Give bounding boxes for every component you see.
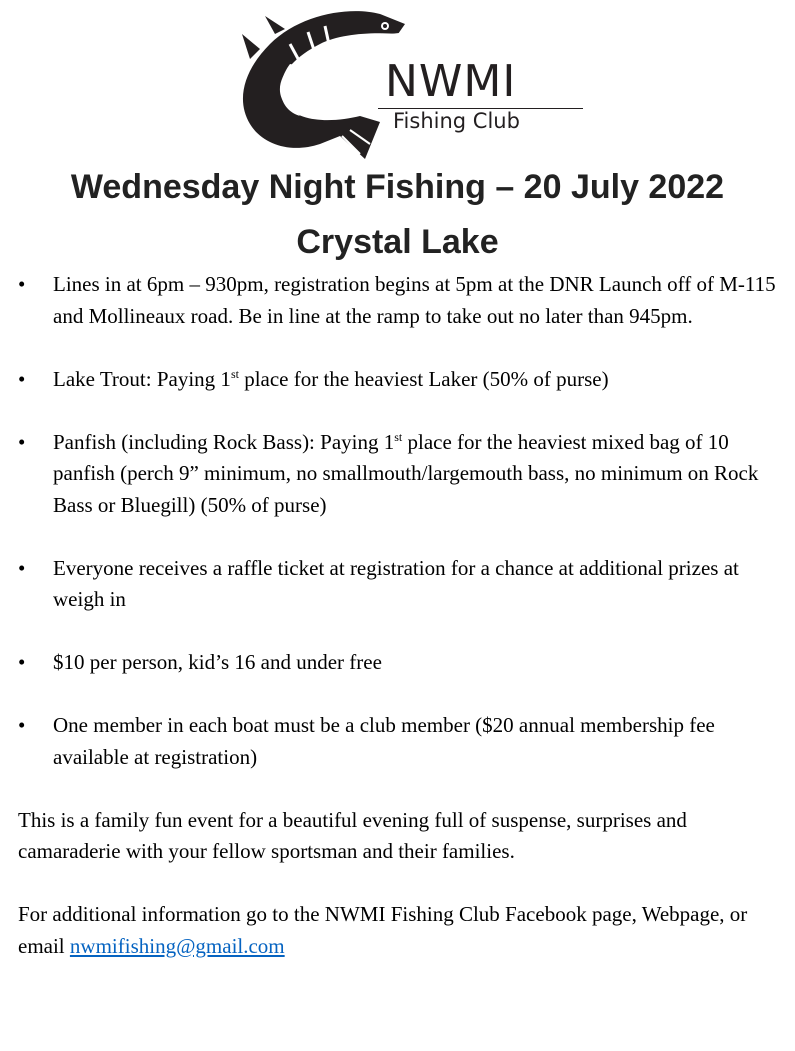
list-item-text-start: Panfish (including Rock Bass): Paying 1 — [53, 429, 395, 454]
list-item-text: One member in each boat must be a club member ($20 annual membership fee available at registration) — [53, 713, 715, 769]
bullet-icon: • — [18, 555, 26, 580]
fish-icon — [230, 4, 410, 162]
list-item-times — [18, 269, 778, 332]
flyer-content — [18, 269, 778, 994]
bullet-icon: • — [18, 272, 26, 296]
ordinal-suffix: st — [394, 429, 403, 444]
email-link[interactable]: nwmifishing@gmail.com — [69, 933, 285, 958]
list-item-text: Lines in at 6pm – 930pm, registration begins at 5pm at the DNR Launch off of M-115 and Mollineaux road. Be in line at the ramp to take out no later than 945pm. — [53, 272, 776, 328]
logo-name: NWMI — [385, 56, 517, 107]
page-subtitle: Crystal Lake — [296, 223, 499, 261]
list-item-lake-trout — [18, 364, 778, 396]
bullet-icon: • — [18, 366, 26, 391]
bullet-icon: • — [18, 650, 26, 674]
list-item-text-end: place for the heaviest mixed bag of 10 panfish (perch 9” minimum, no smallmouth/largemouth bass, no minimum on Rock Bass or Bluegill) (50% of purse) — [53, 429, 759, 517]
list-item-text-start: Lake Trout: Paying 1 — [53, 366, 231, 391]
contact-paragraph — [18, 899, 778, 962]
contact-text: For additional information go to the NWMI Fishing Club Facebook page, Webpage, or email — [18, 902, 748, 958]
list-item-text-end: place for the heaviest Laker (50% of purse) — [238, 366, 609, 391]
bullet-icon: • — [18, 713, 26, 737]
bullet-icon: • — [18, 429, 26, 454]
list-item-text: $10 per person, kid’s 16 and under free — [53, 650, 382, 674]
list-item-text: Everyone receives a raffle ticket at registration for a chance at additional prizes at weigh in — [53, 555, 739, 611]
page-title: Wednesday Night Fishing – 20 July 2022 — [70, 168, 725, 206]
logo-subtitle: Fishing Club — [393, 109, 520, 133]
event-details-list — [18, 269, 778, 773]
family-event-paragraph: This is a family fun event for a beautiful evening full of suspense, surprises and camaraderie with your fellow sportsman and their families. — [18, 807, 687, 863]
list-item-panfish — [18, 427, 778, 522]
list-item-raffle — [18, 553, 778, 616]
ordinal-suffix: st — [230, 366, 239, 381]
list-item-membership — [18, 710, 778, 773]
club-logo — [230, 4, 590, 162]
list-item-fee — [18, 647, 778, 679]
